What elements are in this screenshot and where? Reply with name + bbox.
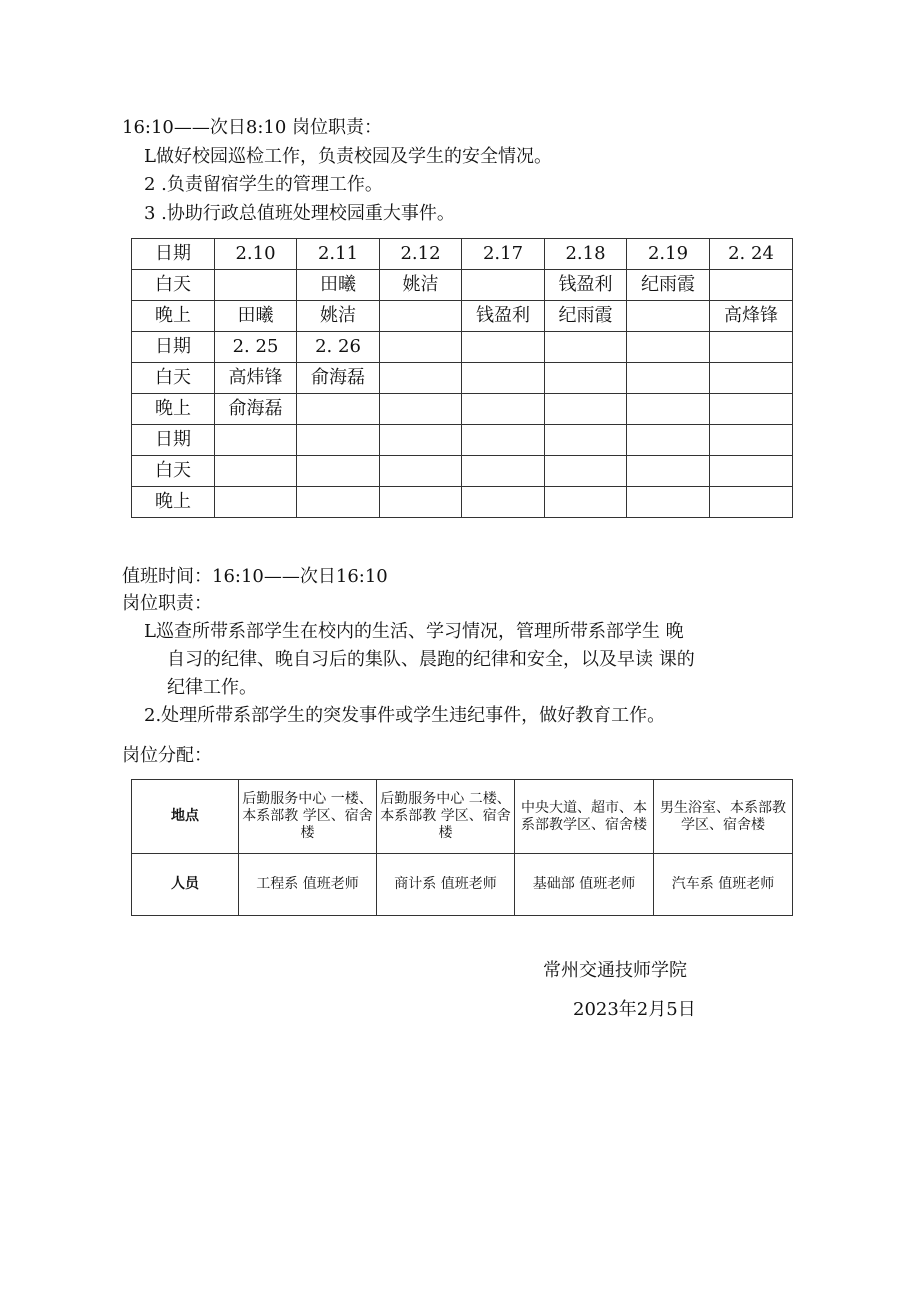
roster-cell: 2.12 bbox=[380, 239, 462, 270]
roster-cell bbox=[380, 363, 462, 394]
roster-row-label: 白天 bbox=[132, 456, 215, 487]
post-assignment-table bbox=[131, 779, 793, 916]
duty-roster-table bbox=[131, 238, 793, 518]
roster-cell bbox=[462, 425, 545, 456]
roster-row-label: 日期 bbox=[132, 239, 215, 270]
roster-cell bbox=[627, 456, 710, 487]
roster-cell: 2.19 bbox=[627, 239, 710, 270]
roster-cell bbox=[380, 456, 462, 487]
roster-row bbox=[132, 239, 793, 270]
roster-cell bbox=[545, 425, 627, 456]
roster-cell bbox=[627, 363, 710, 394]
roster-cell: 纪雨霞 bbox=[545, 301, 627, 332]
roster-cell bbox=[297, 394, 380, 425]
roster-cell bbox=[627, 425, 710, 456]
roster-row bbox=[132, 332, 793, 363]
roster-cell bbox=[462, 394, 545, 425]
duty-item-1: L做好校园巡检工作，负责校园及学生的安全情况。 bbox=[144, 146, 552, 167]
roster-cell: 田曦 bbox=[297, 270, 380, 301]
roster-cell bbox=[380, 425, 462, 456]
roster-cell bbox=[545, 394, 627, 425]
roster-row-label: 日期 bbox=[132, 332, 215, 363]
roster-cell bbox=[215, 456, 297, 487]
location-cell: 男生浴室、本系部教学区、宿舍楼 bbox=[654, 780, 793, 854]
duty2-item-2: 2.处理所带系部学生的突发事件或学生违纪事件，做好教育工作。 bbox=[144, 705, 666, 726]
location-cell: 后勤服务中心 二楼、本系部教 学区、宿舍楼 bbox=[377, 780, 515, 854]
roster-cell bbox=[627, 394, 710, 425]
roster-row bbox=[132, 301, 793, 332]
roster-cell bbox=[297, 425, 380, 456]
roster-cell bbox=[215, 425, 297, 456]
section1-heading: 16:10——次日8:10 岗位职责： bbox=[122, 117, 383, 138]
roster-row-label: 白天 bbox=[132, 270, 215, 301]
location-cell: 中央大道、超市、本系部教学区、宿舍楼 bbox=[515, 780, 654, 854]
organization-name: 常州交通技师学院 bbox=[543, 960, 687, 981]
roster-cell bbox=[627, 487, 710, 518]
roster-cell bbox=[710, 332, 793, 363]
roster-cell bbox=[462, 363, 545, 394]
roster-row bbox=[132, 425, 793, 456]
roster-cell: 俞海磊 bbox=[297, 363, 380, 394]
roster-cell: 俞海磊 bbox=[215, 394, 297, 425]
roster-cell: 田曦 bbox=[215, 301, 297, 332]
roster-cell bbox=[710, 394, 793, 425]
roster-row bbox=[132, 487, 793, 518]
roster-cell bbox=[380, 301, 462, 332]
roster-cell: 2.18 bbox=[545, 239, 627, 270]
roster-cell: 2.10 bbox=[215, 239, 297, 270]
document-date: 2023年2月5日 bbox=[573, 999, 696, 1020]
roster-cell bbox=[710, 270, 793, 301]
roster-cell bbox=[545, 363, 627, 394]
roster-cell bbox=[462, 332, 545, 363]
roster-cell bbox=[380, 487, 462, 518]
roster-cell: 2. 25 bbox=[215, 332, 297, 363]
location-label: 地点 bbox=[132, 780, 239, 854]
staff-cell: 工程系 值班老师 bbox=[239, 854, 377, 916]
roster-cell: 姚洁 bbox=[297, 301, 380, 332]
roster-cell bbox=[380, 332, 462, 363]
staff-cell: 基础部 值班老师 bbox=[515, 854, 654, 916]
staff-label: 人员 bbox=[132, 854, 239, 916]
assignment-heading: 岗位分配： bbox=[122, 745, 212, 766]
roster-cell bbox=[710, 425, 793, 456]
roster-cell bbox=[462, 456, 545, 487]
roster-row-label: 晚上 bbox=[132, 301, 215, 332]
duty-time: 值班时间：16:10——次日16:10 bbox=[122, 566, 388, 587]
roster-cell bbox=[462, 270, 545, 301]
roster-cell bbox=[380, 394, 462, 425]
roster-cell: 高烽锋 bbox=[710, 301, 793, 332]
roster-row bbox=[132, 456, 793, 487]
roster-cell bbox=[627, 301, 710, 332]
roster-cell: 2.17 bbox=[462, 239, 545, 270]
duty2-item-1-line1: L巡查所带系部学生在校内的生活、学习情况，管理所带系部学生 晚 bbox=[144, 621, 684, 642]
location-cell: 后勤服务中心 一楼、本系部教 学区、宿舍楼 bbox=[239, 780, 377, 854]
roster-cell bbox=[462, 487, 545, 518]
staff-cell: 商计系 值班老师 bbox=[377, 854, 515, 916]
roster-row-label: 白天 bbox=[132, 363, 215, 394]
roster-cell bbox=[710, 363, 793, 394]
roster-cell bbox=[297, 456, 380, 487]
roster-cell: 钱盈利 bbox=[545, 270, 627, 301]
roster-cell bbox=[215, 487, 297, 518]
roster-cell bbox=[545, 456, 627, 487]
duty-item-2: 2 .负责留宿学生的管理工作。 bbox=[144, 174, 383, 195]
roster-cell bbox=[545, 332, 627, 363]
duty2-item-1-line2: 自习的纪律、晚自习后的集队、晨跑的纪律和安全，以及早读 课的 bbox=[167, 649, 695, 670]
duty-heading: 岗位职责： bbox=[122, 593, 212, 614]
duty-item-3: 3 .协助行政总值班处理校园重大事件。 bbox=[144, 203, 455, 224]
staff-cell: 汽车系 值班老师 bbox=[654, 854, 793, 916]
roster-cell: 钱盈利 bbox=[462, 301, 545, 332]
duty2-item-1-line3: 纪律工作。 bbox=[167, 677, 257, 698]
roster-row-label: 晚上 bbox=[132, 394, 215, 425]
roster-row bbox=[132, 394, 793, 425]
roster-cell: 2.11 bbox=[297, 239, 380, 270]
roster-cell bbox=[627, 332, 710, 363]
roster-cell: 高炜锋 bbox=[215, 363, 297, 394]
roster-row bbox=[132, 363, 793, 394]
roster-row bbox=[132, 270, 793, 301]
roster-row-label: 日期 bbox=[132, 425, 215, 456]
roster-cell bbox=[710, 487, 793, 518]
roster-cell: 2. 26 bbox=[297, 332, 380, 363]
roster-cell bbox=[297, 487, 380, 518]
roster-cell: 纪雨霞 bbox=[627, 270, 710, 301]
roster-cell bbox=[215, 270, 297, 301]
roster-cell: 姚洁 bbox=[380, 270, 462, 301]
roster-row-label: 晚上 bbox=[132, 487, 215, 518]
roster-cell bbox=[545, 487, 627, 518]
roster-cell: 2. 24 bbox=[710, 239, 793, 270]
roster-cell bbox=[710, 456, 793, 487]
